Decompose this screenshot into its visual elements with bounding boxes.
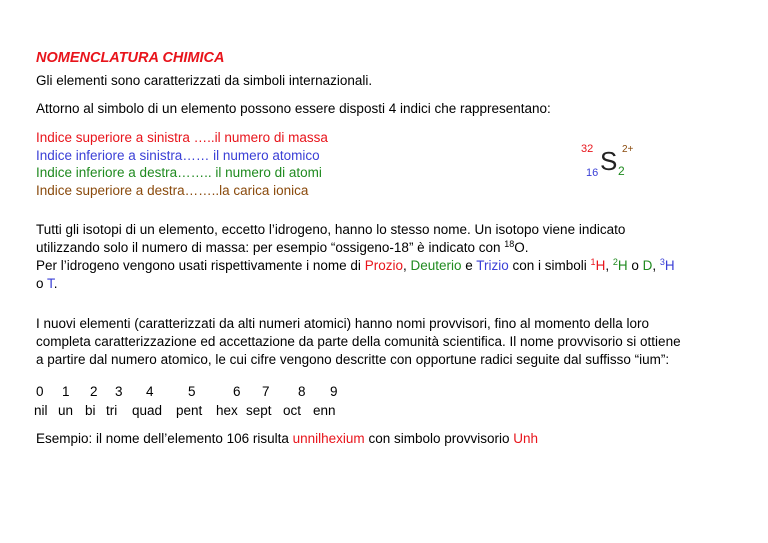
root: pent [176, 403, 203, 418]
intro-line-2: Attorno al simbolo di un elemento possono essere disposti 4 indici che rappresentano: [36, 101, 551, 116]
root: hex [216, 403, 238, 418]
digit: 3 [115, 384, 123, 399]
digit: 8 [298, 384, 306, 399]
isotopes-line-1: Tutti gli isotopi di un elemento, eccetto l’idrogeno, hanno lo stesso nome. Un isotopo viene indicato [36, 222, 626, 237]
symbols-text: con i simboli [508, 258, 591, 273]
index-top-right: Indice superiore a destra……..la carica ionica [36, 183, 309, 198]
new-elements-line-1: I nuovi elementi (caratterizzati da alti numeri atomici) hanno nomi provvisori, fino al momento della loro [36, 316, 650, 331]
isotopes-line-3 [36, 258, 675, 274]
mass-number: 32 [581, 143, 594, 155]
deuterium-symbol: H [617, 258, 628, 273]
example-text: con simbolo provvisorio [364, 431, 514, 446]
example-element-symbol: Unh [513, 431, 539, 446]
protium-mass: 1 [590, 257, 596, 267]
sulfur-notation-example [578, 140, 648, 190]
trizio-name: Trizio [476, 258, 509, 273]
digit: 6 [233, 384, 241, 399]
isotopes-text: utilizzando solo il numero di massa: per esempio “ossigeno-18” è indicato con [36, 240, 505, 255]
mass-superscript: 18 [504, 239, 515, 249]
root: nil [34, 403, 48, 418]
root: sept [246, 403, 272, 418]
tritium-mass: 3 [659, 257, 665, 267]
ionic-charge: 2+ [622, 144, 634, 155]
digit: 1 [62, 384, 70, 399]
atom-count: 2 [618, 164, 625, 178]
deuterio-name: Deuterio [410, 258, 462, 273]
page-title: NOMENCLATURA CHIMICA [36, 50, 225, 66]
example-line [36, 431, 538, 447]
new-elements-line-3: a partire dal numero atomico, le cui cifre vengono descritte con opportune radici seguite dal suffisso “ium”: [36, 352, 670, 367]
digit: 9 [330, 384, 338, 399]
tritium-symbol: H [664, 258, 675, 273]
separator: o [627, 258, 643, 273]
root: bi [85, 403, 96, 418]
protium-symbol: H [595, 258, 606, 273]
prozio-name: Prozio [364, 258, 403, 273]
root: tri [106, 403, 118, 418]
separator: . [53, 276, 58, 291]
index-bottom-right: Indice inferiore a destra…….. il numero di atomi [36, 165, 322, 180]
separator: , [605, 258, 613, 273]
oxygen-symbol: O. [514, 240, 529, 255]
digit: 4 [146, 384, 154, 399]
separator: , [402, 258, 411, 273]
digit: 2 [90, 384, 98, 399]
index-top-left: Indice superiore a sinistra …..il numero di massa [36, 130, 328, 145]
root: enn [313, 403, 336, 418]
separator: , [652, 258, 660, 273]
deuterium-mass: 2 [612, 257, 618, 267]
example-element-name: unnilhexium [292, 431, 365, 446]
index-bottom-left: Indice inferiore a sinistra…… il numero atomico [36, 148, 320, 163]
isotopes-line-2 [36, 240, 529, 256]
isotopes-line-4 [36, 276, 58, 292]
digit: 7 [262, 384, 270, 399]
root: oct [283, 403, 302, 418]
separator: e [461, 258, 477, 273]
deuterium-short-symbol: D [642, 258, 653, 273]
hydrogen-text: Per l’idrogeno vengono usati rispettivamente i nome di [36, 258, 365, 273]
new-elements-line-2: completa caratterizzazione ed accettazione da parte della comunità scientifica. Il nome provvisorio si ottiene [36, 334, 681, 349]
element-symbol: S [600, 146, 618, 176]
root: quad [132, 403, 163, 418]
separator: o [36, 276, 48, 291]
tritium-short-symbol: T [47, 276, 54, 291]
atomic-number: 16 [586, 167, 599, 179]
intro-line-1: Gli elementi sono caratterizzati da simboli internazionali. [36, 73, 373, 88]
digit: 0 [36, 384, 44, 399]
root: un [58, 403, 74, 418]
digit: 5 [188, 384, 196, 399]
example-text: Esempio: il nome dell’elemento 106 risulta [36, 431, 293, 446]
